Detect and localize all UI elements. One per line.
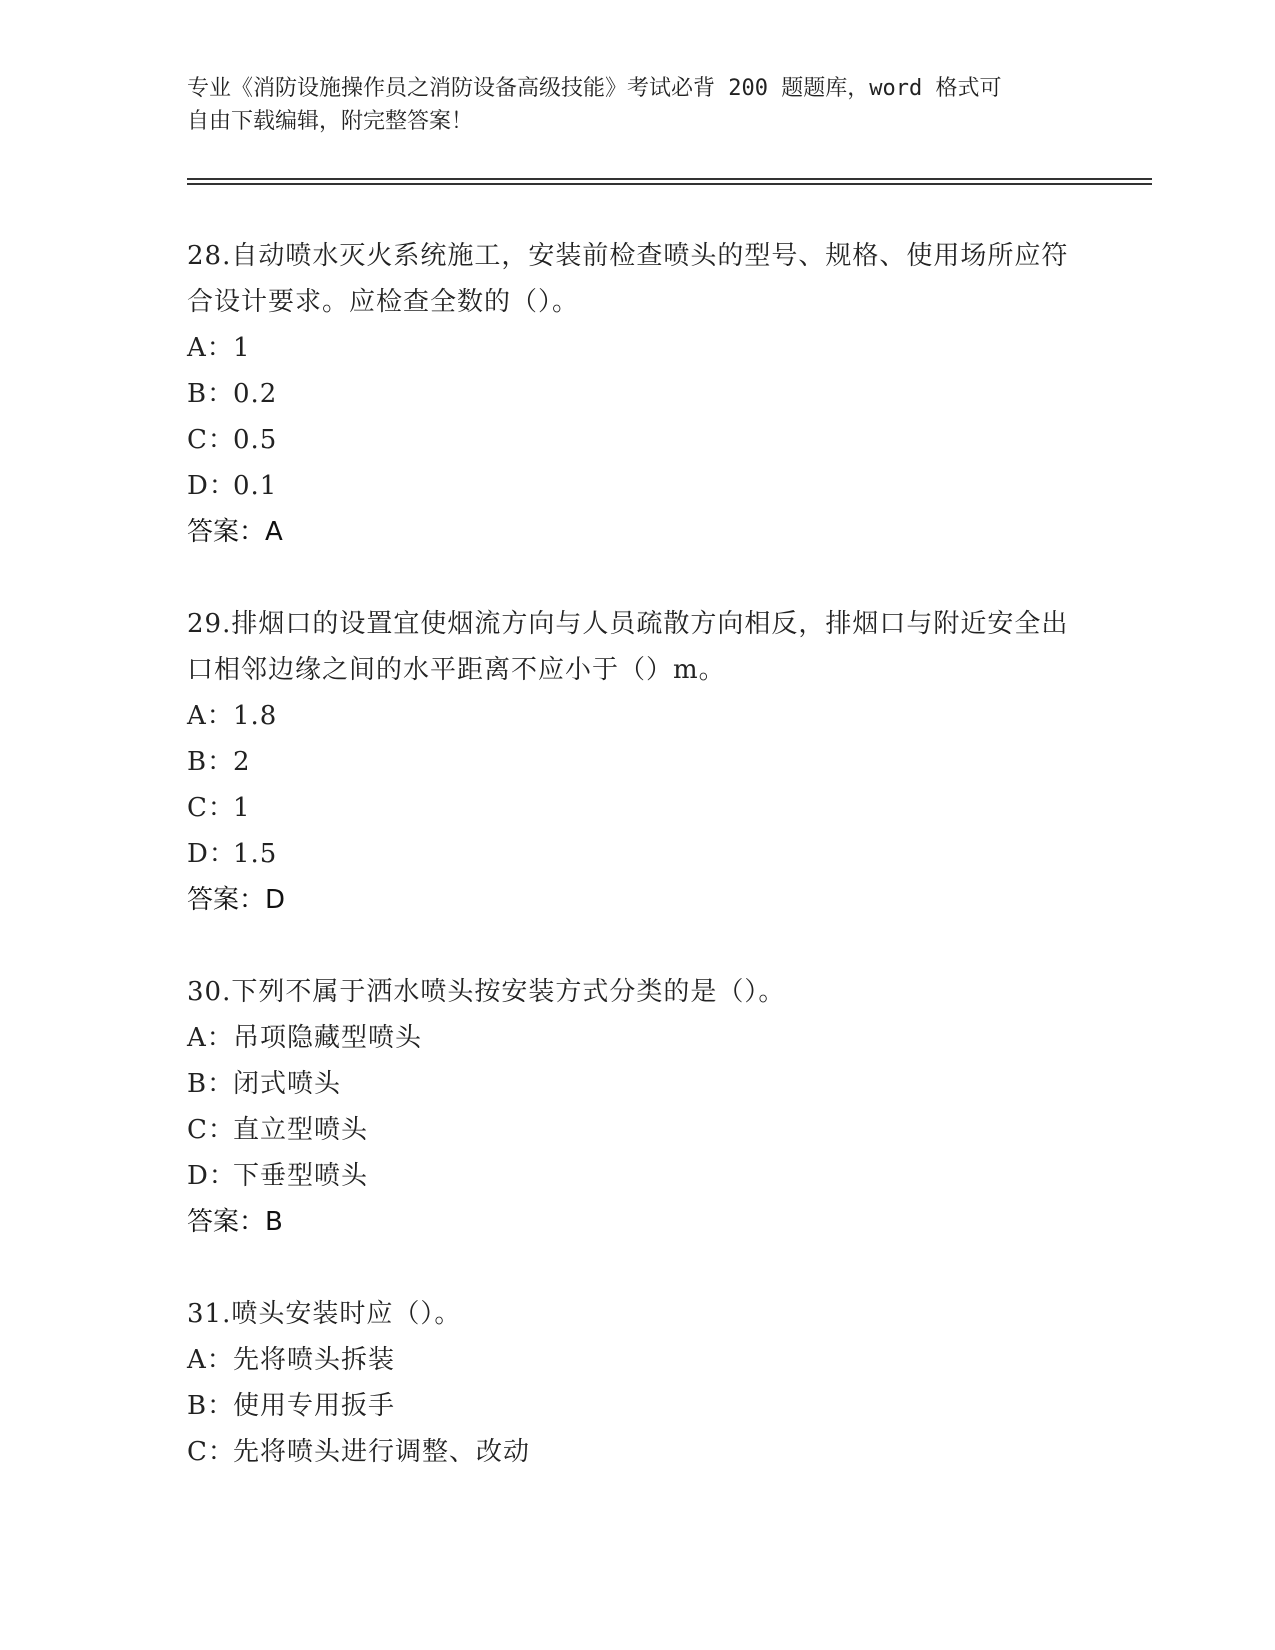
- answer-line: [187, 509, 1077, 555]
- option-text: 1.5: [233, 839, 278, 869]
- option-a: [187, 1337, 1077, 1383]
- header-divider-top: [187, 178, 1152, 180]
- header-line-1: 专业《消防设施操作员之消防设备高级技能》考试必背 200 题题库，word 格式可: [187, 76, 1002, 101]
- option-b: [187, 371, 1077, 417]
- option-key: A：: [187, 1345, 234, 1375]
- option-key: A：: [187, 1023, 234, 1053]
- option-key: B：: [187, 1069, 235, 1099]
- option-text: 先将喷头进行调整、改动: [233, 1437, 531, 1467]
- option-text: 0.1: [233, 471, 278, 501]
- option-c: [187, 417, 1077, 463]
- document-header: [187, 72, 1067, 138]
- option-b: [187, 739, 1077, 785]
- option-text: 0.2: [233, 379, 278, 409]
- option-text: 使用专用扳手: [233, 1391, 396, 1421]
- option-text: 直立型喷头: [233, 1115, 369, 1145]
- question-stem: 29.排烟口的设置宜使烟流方向与人员疏散方向相反，排烟口与附近安全出口相邻边缘之间的水平距离不应小于（）m。: [187, 609, 1069, 685]
- option-c: [187, 785, 1077, 831]
- option-a: [187, 693, 1077, 739]
- option-text: 0.5: [233, 425, 278, 455]
- option-text: 下垂型喷头: [233, 1161, 369, 1191]
- question-list: [187, 233, 1077, 1521]
- header-line-2: 自由下载编辑，附完整答案！: [187, 109, 474, 134]
- option-d: [187, 1153, 1077, 1199]
- answer-line: [187, 877, 1077, 923]
- answer-value: B: [265, 1207, 283, 1237]
- option-key: A：: [187, 333, 234, 363]
- option-d: [187, 463, 1077, 509]
- option-text: 吊项隐藏型喷头: [233, 1023, 423, 1053]
- answer-line: [187, 1199, 1077, 1245]
- answer-label: 答案：: [187, 1207, 266, 1237]
- option-text: 先将喷头拆装: [233, 1345, 396, 1375]
- question-29: [187, 601, 1077, 923]
- question-31: [187, 1291, 1077, 1475]
- answer-label: 答案：: [187, 517, 266, 547]
- question-30: [187, 969, 1077, 1245]
- answer-value: D: [265, 885, 286, 915]
- option-a: [187, 1015, 1077, 1061]
- option-b: [187, 1383, 1077, 1429]
- option-text: 1.8: [233, 701, 278, 731]
- question-stem: 31.喷头安装时应（）。: [187, 1299, 462, 1329]
- question-28: [187, 233, 1077, 555]
- option-text: 闭式喷头: [233, 1069, 342, 1099]
- answer-label: 答案：: [187, 885, 266, 915]
- option-key: C：: [187, 1437, 235, 1467]
- option-text: 1: [233, 793, 251, 823]
- option-text: 1: [233, 333, 251, 363]
- option-key: D：: [187, 1161, 236, 1191]
- option-key: C：: [187, 1115, 235, 1145]
- option-key: B：: [187, 1391, 235, 1421]
- option-a: [187, 325, 1077, 371]
- option-key: B：: [187, 379, 235, 409]
- question-stem: 28.自动喷水灭火系统施工，安装前检查喷头的型号、规格、使用场所应符合设计要求。应检查全数的（）。: [187, 241, 1069, 317]
- option-c: [187, 1107, 1077, 1153]
- option-text: 2: [233, 747, 251, 777]
- option-key: D：: [187, 471, 236, 501]
- option-key: A：: [187, 701, 234, 731]
- question-stem: 30.下列不属于洒水喷头按安装方式分类的是（）。: [187, 977, 786, 1007]
- option-key: C：: [187, 425, 235, 455]
- option-d: [187, 831, 1077, 877]
- option-key: C：: [187, 793, 235, 823]
- answer-value: A: [265, 517, 283, 547]
- option-key: D：: [187, 839, 236, 869]
- option-key: B：: [187, 747, 235, 777]
- header-divider-bottom: [187, 183, 1152, 185]
- option-c: [187, 1429, 1077, 1475]
- option-b: [187, 1061, 1077, 1107]
